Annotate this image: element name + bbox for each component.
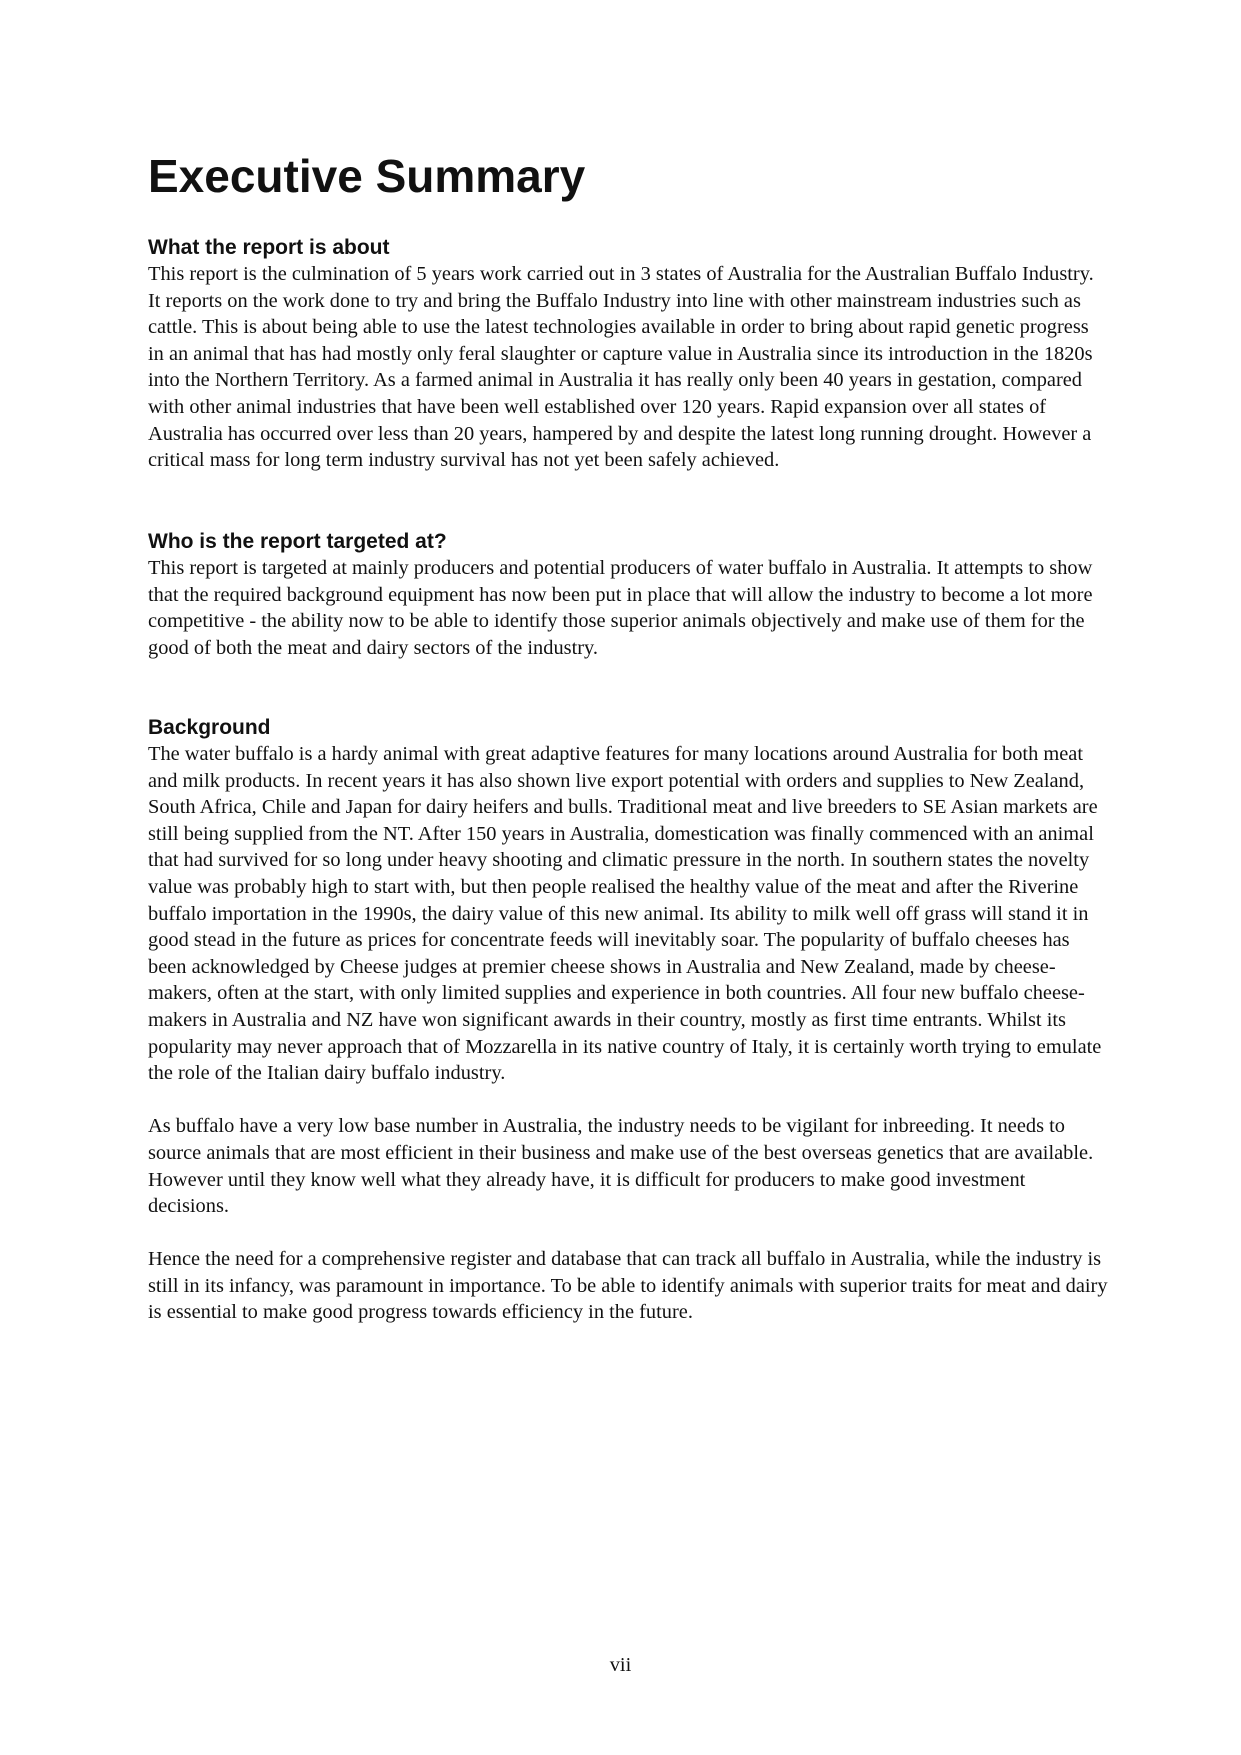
page-title: Executive Summary (148, 150, 586, 202)
paragraph: Hence the need for a comprehensive register and database that can track all buffalo in Australia, while the industry is still in its infancy, was paramount in importance. To be able to identify animals with superior traits for meat and dairy is essential to make good progress towards efficiency in the future. (148, 1248, 1108, 1324)
page-number: vii (609, 1654, 632, 1676)
paragraph: The water buffalo is a hardy animal with great adaptive features for many locations around Australia for both meat and milk products. In recent years it has also shown live export potential with orders and supplies to New Zealand, South Africa, Chile and Japan for dairy heifers and bulls. Traditional meat and live breeders to SE Asian markets are still being supplied from the NT. After 150 years in Australia, domestication was finally commenced with an animal that had survived for so long under heavy shooting and climatic pressure in the north. In southern states the novelty value was probably high to start with, but then people realised the healthy value of the meat and after the Riverine buffalo importation in the 1990s, the dairy value of this new animal. Its ability to milk well off grass will stand it in good stead in the future as prices for concentrate feeds will inevitably soar. The popularity of buffalo cheeses has been acknowledged by Cheese judges at premier cheese shows in Australia and New Zealand, made by cheese-makers, often at the start, with only limited supplies and experience in both countries. All four new buffalo cheese-makers in Australia and NZ have won significant awards in their country, mostly as first time entrants. Whilst its popularity may never approach that of Mozzarella in its native country of Italy, it is certainly worth trying to emulate the role of the Italian dairy buffalo industry. (148, 743, 1102, 1085)
paragraph: This report is targeted at mainly producers and potential producers of water buffalo in Australia. It attempts to show that the required background equipment has now been put in place that will allow the industry to become a lot more competitive - the ability now to be able to identify those superior animals objectively and make use of them for the good of both the meat and dairy sectors of the industry. (148, 557, 1093, 659)
section-heading: Background (148, 716, 271, 739)
section-what-report-is-about (148, 234, 1108, 474)
paragraph: This report is the culmination of 5 years work carried out in 3 states of Australia for the Australian Buffalo Industry. It reports on the work done to try and bring the Buffalo Industry into line with other mainstream industries such as cattle. This is about being able to use the latest technologies available in order to bring about rapid genetic progress in an animal that has had mostly only feral slaughter or capture value in Australia since its introduction in the 1820s into the Northern Territory. As a farmed animal in Australia it has really only been 40 years in gestation, compared with other animal industries that have been well established over 120 years. Rapid expansion over all states of Australia has occurred over less than 20 years, hampered by and despite the latest long running drought. However a critical mass for long term industry survival has not yet been safely achieved. (148, 263, 1094, 472)
section-background (148, 714, 1108, 1326)
paragraph: As buffalo have a very low base number in Australia, the industry needs to be vigilant for inbreeding. It needs to source animals that are most efficient in their business and make use of the best overseas genetics that are available. However until they know well what they already have, it is difficult for producers to make good investment decisions. (148, 1115, 1094, 1218)
section-heading: What the report is about (148, 236, 390, 259)
section-who-targeted (148, 528, 1108, 661)
section-heading: Who is the report targeted at? (148, 530, 447, 553)
